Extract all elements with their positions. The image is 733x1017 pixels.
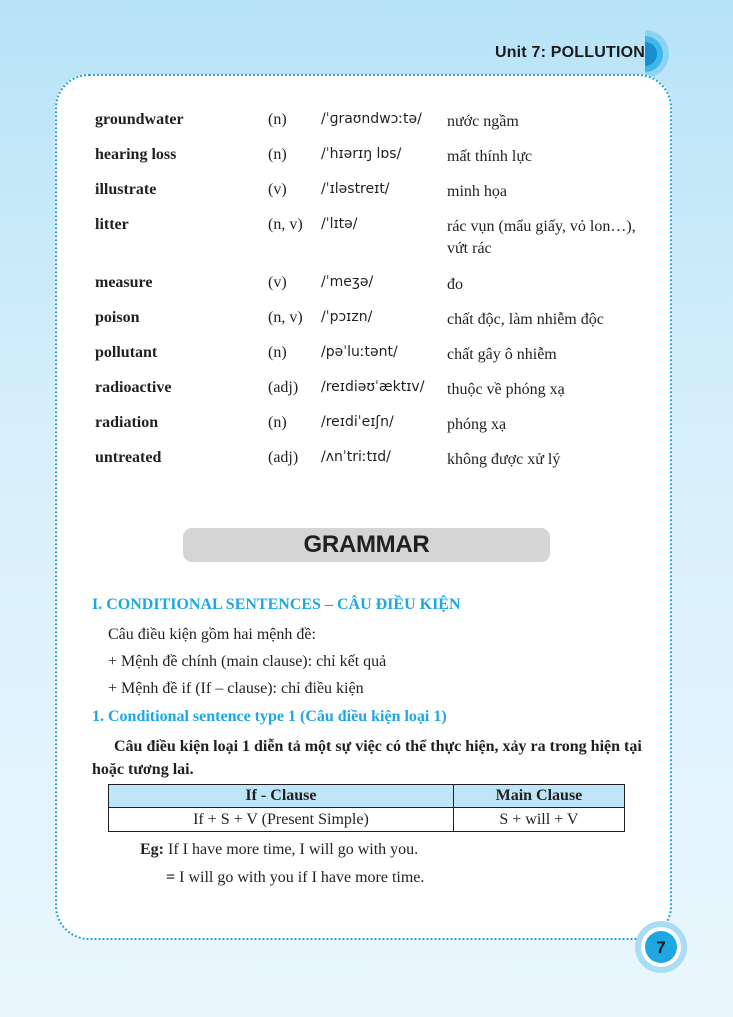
table-header-main-clause: Main Clause xyxy=(453,785,624,808)
vocab-ipa: /reɪdiˈeɪʃn/ xyxy=(321,414,394,430)
vocab-ipa: /reɪdiəʊˈæktɪv/ xyxy=(321,379,425,395)
grammar-banner: GRAMMAR xyxy=(183,528,550,562)
vocab-word: poison xyxy=(95,309,140,326)
vocab-meaning: mất thính lực xyxy=(447,148,533,165)
vocab-word: pollutant xyxy=(95,344,158,361)
section-heading: I. CONDITIONAL SENTENCES – CÂU ĐIỀU KIỆN xyxy=(92,596,461,613)
vocab-meaning: chất gây ô nhiễm xyxy=(447,346,557,363)
vocab-ipa: /pəˈluːtənt/ xyxy=(321,344,398,360)
point-if-clause: + Mệnh đề if (If – clause): chỉ điều kiện xyxy=(108,680,364,697)
example-line xyxy=(140,841,418,859)
vocab-meaning: nước ngầm xyxy=(447,113,519,130)
vocab-pos: (adj) xyxy=(268,379,299,396)
vocab-meaning: chất độc, làm nhiễm độc xyxy=(447,311,604,328)
table-cell-main-formula: S + will + V xyxy=(453,808,624,832)
vocab-row xyxy=(95,307,665,342)
vocab-word: radiation xyxy=(95,414,159,431)
vocab-ipa: /ˈɪləstreɪt/ xyxy=(321,181,390,197)
vocab-meaning: thuộc về phóng xạ xyxy=(447,381,565,398)
vocab-row xyxy=(95,412,665,447)
vocab-meaning: phóng xạ xyxy=(447,416,507,433)
vocab-ipa: /ˈmeʒə/ xyxy=(321,274,374,290)
vocab-meaning: rác vụn (mẩu giấy, vỏ lon…), vứt rác xyxy=(447,218,636,257)
vocab-row xyxy=(95,179,665,214)
vocab-row xyxy=(95,214,665,272)
type1-description: Câu điều kiện loại 1 diễn tả một sự việc có thể thực hiện, xảy ra trong hiện tại hoặc tương lai. xyxy=(92,738,642,778)
intro-text: Câu điều kiện gồm hai mệnh đề: xyxy=(108,626,316,643)
vocab-word: radioactive xyxy=(95,379,172,396)
vocab-meaning: minh họa xyxy=(447,183,507,200)
vocab-word: groundwater xyxy=(95,111,184,128)
unit-header xyxy=(470,30,733,78)
vocab-pos: (v) xyxy=(268,274,287,291)
vocab-row xyxy=(95,144,665,179)
vocab-word: hearing loss xyxy=(95,146,177,163)
vocab-ipa: /ˈlɪtə/ xyxy=(321,216,358,232)
vocabulary-list xyxy=(95,109,665,482)
vocab-ipa: /ˈɡraʊndwɔːtə/ xyxy=(321,111,422,127)
vocab-row xyxy=(95,342,665,377)
page-number: 7 xyxy=(656,938,666,957)
vocab-pos: (n) xyxy=(268,414,287,431)
unit-title: Unit 7: POLLUTION xyxy=(494,44,645,61)
example-label: Eg: xyxy=(140,841,164,858)
vocab-row xyxy=(95,272,665,307)
vocab-pos: (n) xyxy=(268,344,287,361)
type1-heading: 1. Conditional sentence type 1 (Câu điều kiện loại 1) xyxy=(92,708,447,725)
example-sentence-1: If I have more time, I will go with you. xyxy=(168,841,419,858)
table-header-row xyxy=(109,785,625,808)
vocab-pos: (n) xyxy=(268,111,287,128)
vocab-pos: (v) xyxy=(268,181,287,198)
vocab-pos: (n) xyxy=(268,146,287,163)
vocab-meaning: đo xyxy=(447,276,463,293)
vocab-ipa: /ʌnˈtriːtɪd/ xyxy=(321,449,391,465)
equals-sign: = xyxy=(166,869,176,886)
table-row xyxy=(109,808,625,832)
table-header-if-clause: If - Clause xyxy=(109,785,454,808)
unit-disc-icon xyxy=(643,30,683,78)
point-main-clause: + Mệnh đề chính (main clause): chỉ kết quả xyxy=(108,653,387,670)
vocab-word: illustrate xyxy=(95,181,157,198)
vocab-word: untreated xyxy=(95,449,162,466)
vocab-row xyxy=(95,377,665,412)
vocab-word: measure xyxy=(95,274,153,291)
table-cell-if-formula: If + S + V (Present Simple) xyxy=(109,808,454,832)
example-equivalent-line xyxy=(166,869,424,887)
vocab-ipa: /ˈhɪərɪŋ lɒs/ xyxy=(321,146,402,162)
vocab-row xyxy=(95,447,665,482)
vocab-pos: (n, v) xyxy=(268,216,303,233)
formula-table xyxy=(108,784,625,832)
vocab-pos: (n, v) xyxy=(268,309,303,326)
vocab-meaning: không được xử lý xyxy=(447,451,561,468)
vocab-pos: (adj) xyxy=(268,449,299,466)
vocab-row xyxy=(95,109,665,144)
example-sentence-2: I will go with you if I have more time. xyxy=(179,869,425,886)
vocab-ipa: /ˈpɔɪzn/ xyxy=(321,309,373,325)
vocab-word: litter xyxy=(95,216,129,233)
page-number-badge xyxy=(634,920,688,974)
